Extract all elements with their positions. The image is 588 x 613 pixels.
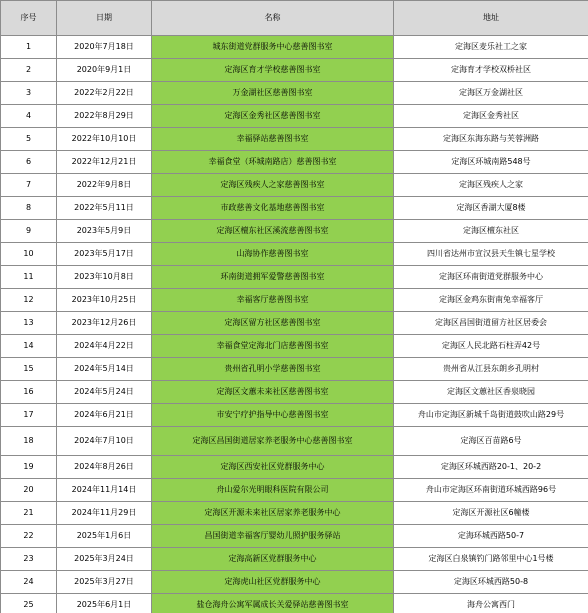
cell-address[interactable]: 四川省达州市宣汉县天生镇七星学校 xyxy=(394,243,588,266)
table-row xyxy=(1,105,588,128)
cell-name[interactable]: 幸福客厅慈善图书室 xyxy=(152,289,394,312)
cell-address[interactable]: 定海育才学校双桥社区 xyxy=(394,59,588,82)
table-row xyxy=(1,197,588,220)
cell-name[interactable]: 幸福食堂（环城南路店）慈善图书室 xyxy=(152,151,394,174)
header-row xyxy=(1,1,588,36)
cell-date[interactable]: 2024年11月29日 xyxy=(57,502,152,525)
table-row xyxy=(1,548,588,571)
table-body xyxy=(1,36,588,613)
cell-seq[interactable]: 3 xyxy=(1,82,57,105)
cell-date[interactable]: 2025年6月1日 xyxy=(57,594,152,613)
cell-name[interactable]: 幸福驿站慈善图书室 xyxy=(152,128,394,151)
cell-seq[interactable]: 15 xyxy=(1,358,57,381)
cell-name[interactable]: 盐仓海舟公寓军属成长关爱驿站慈善图书室 xyxy=(152,594,394,613)
cell-seq[interactable]: 5 xyxy=(1,128,57,151)
cell-name[interactable]: 定海区金秀社区慈善图书室 xyxy=(152,105,394,128)
cell-date[interactable]: 2023年5月9日 xyxy=(57,220,152,243)
cell-date[interactable]: 2025年1月6日 xyxy=(57,525,152,548)
cell-name[interactable]: 昌国街道幸福客厅婴幼儿照护服务驿站 xyxy=(152,525,394,548)
table-row xyxy=(1,82,588,105)
cell-date[interactable]: 2024年6月21日 xyxy=(57,404,152,427)
cell-name[interactable]: 城东街道党群服务中心慈善图书室 xyxy=(152,36,394,59)
header-seq[interactable]: 序号 xyxy=(1,1,57,36)
table-row xyxy=(1,128,588,151)
cell-date[interactable]: 2024年5月24日 xyxy=(57,381,152,404)
cell-address[interactable]: 定海区白泉镇钓门路邻里中心1号楼 xyxy=(394,548,588,571)
cell-address[interactable]: 舟山市定海区新城千岛街道鼓吹山路29号 xyxy=(394,404,588,427)
cell-name[interactable]: 定海区文蕙未来社区慈善图书室 xyxy=(152,381,394,404)
cell-seq[interactable]: 9 xyxy=(1,220,57,243)
cell-seq[interactable]: 16 xyxy=(1,381,57,404)
cell-address[interactable]: 定海区环城西路20-1、20-2 xyxy=(394,456,588,479)
cell-seq[interactable]: 4 xyxy=(1,105,57,128)
cell-seq[interactable]: 14 xyxy=(1,335,57,358)
cell-seq[interactable]: 7 xyxy=(1,174,57,197)
cell-address[interactable]: 定海区檀东社区 xyxy=(394,220,588,243)
cell-date[interactable]: 2022年12月21日 xyxy=(57,151,152,174)
cell-seq[interactable]: 11 xyxy=(1,266,57,289)
cell-address[interactable]: 舟山市定海区环南街道环城西路96号 xyxy=(394,479,588,502)
cell-date[interactable]: 2023年5月17日 xyxy=(57,243,152,266)
table-row xyxy=(1,335,588,358)
cell-address[interactable]: 定海区人民北路石柱弄42号 xyxy=(394,335,588,358)
cell-date[interactable]: 2020年7月18日 xyxy=(57,36,152,59)
cell-seq[interactable]: 18 xyxy=(1,427,57,456)
table-row xyxy=(1,479,588,502)
cell-seq[interactable]: 2 xyxy=(1,59,57,82)
table-row xyxy=(1,59,588,82)
cell-address[interactable]: 定海区环城西路50-8 xyxy=(394,571,588,594)
cell-seq[interactable]: 24 xyxy=(1,571,57,594)
table-row xyxy=(1,594,588,613)
cell-date[interactable]: 2023年12月26日 xyxy=(57,312,152,335)
table-row xyxy=(1,456,588,479)
cell-seq[interactable]: 10 xyxy=(1,243,57,266)
cell-name[interactable]: 山海协作慈善图书室 xyxy=(152,243,394,266)
cell-date[interactable]: 2022年10月10日 xyxy=(57,128,152,151)
cell-address[interactable]: 定海区香湖大厦8楼 xyxy=(394,197,588,220)
header-date[interactable]: 日期 xyxy=(57,1,152,36)
cell-seq[interactable]: 22 xyxy=(1,525,57,548)
cell-date[interactable]: 2022年5月11日 xyxy=(57,197,152,220)
cell-seq[interactable]: 12 xyxy=(1,289,57,312)
cell-date[interactable]: 2020年9月1日 xyxy=(57,59,152,82)
table-row xyxy=(1,243,588,266)
cell-name[interactable]: 市政慈善文化基地慈善图书室 xyxy=(152,197,394,220)
cell-seq[interactable]: 8 xyxy=(1,197,57,220)
cell-address[interactable]: 海舟公寓西门 xyxy=(394,594,588,613)
cell-date[interactable]: 2022年9月8日 xyxy=(57,174,152,197)
cell-name[interactable]: 幸福食堂定海北门店慈善图书室 xyxy=(152,335,394,358)
cell-seq[interactable]: 13 xyxy=(1,312,57,335)
header-name[interactable]: 名称 xyxy=(152,1,394,36)
cell-date[interactable]: 2024年5月14日 xyxy=(57,358,152,381)
cell-name[interactable]: 万金湖社区慈善图书室 xyxy=(152,82,394,105)
cell-name[interactable]: 定海区育才学校慈善图书室 xyxy=(152,59,394,82)
cell-date[interactable]: 2024年7月10日 xyxy=(57,427,152,456)
cell-address[interactable]: 定海区残疾人之家 xyxy=(394,174,588,197)
cell-name[interactable]: 定海区西安社区党群服务中心 xyxy=(152,456,394,479)
cell-address[interactable]: 定海区麦乐社工之家 xyxy=(394,36,588,59)
cell-name[interactable]: 定海高新区党群服务中心 xyxy=(152,548,394,571)
cell-name[interactable]: 环南街道拥军爱警慈善图书室 xyxy=(152,266,394,289)
cell-address[interactable]: 定海区昌国街道留方社区居委会 xyxy=(394,312,588,335)
table-row xyxy=(1,151,588,174)
cell-date[interactable]: 2025年3月24日 xyxy=(57,548,152,571)
cell-name[interactable]: 贵州省孔明小学慈善图书室 xyxy=(152,358,394,381)
cell-address[interactable]: 定海区环城南路548号 xyxy=(394,151,588,174)
cell-name[interactable]: 定海区残疾人之家慈善图书室 xyxy=(152,174,394,197)
table-row xyxy=(1,427,588,456)
cell-address[interactable]: 定海区金鸡东街南兔幸福客厅 xyxy=(394,289,588,312)
cell-seq[interactable]: 23 xyxy=(1,548,57,571)
cell-name[interactable]: 定海虎山社区党群服务中心 xyxy=(152,571,394,594)
cell-date[interactable]: 2023年10月8日 xyxy=(57,266,152,289)
table-row xyxy=(1,174,588,197)
cell-seq[interactable]: 6 xyxy=(1,151,57,174)
header-address[interactable]: 地址 xyxy=(394,1,588,36)
cell-address[interactable]: 贵州省从江县东朗乡孔明村 xyxy=(394,358,588,381)
cell-name[interactable]: 定海区留方社区慈善图书室 xyxy=(152,312,394,335)
cell-date[interactable]: 2022年2月22日 xyxy=(57,82,152,105)
cell-seq[interactable]: 21 xyxy=(1,502,57,525)
cell-date[interactable]: 2022年8月29日 xyxy=(57,105,152,128)
cell-address[interactable]: 定海区百苗路6号 xyxy=(394,427,588,456)
table-row xyxy=(1,312,588,335)
cell-name[interactable]: 定海区檀东社区溪流慈善图书室 xyxy=(152,220,394,243)
table-row xyxy=(1,502,588,525)
table-row xyxy=(1,381,588,404)
cell-date[interactable]: 2024年4月22日 xyxy=(57,335,152,358)
cell-seq[interactable]: 20 xyxy=(1,479,57,502)
table-row xyxy=(1,36,588,59)
cell-address[interactable]: 定海区金秀社区 xyxy=(394,105,588,128)
cell-name[interactable]: 定海区昌国街道居家养老服务中心慈善图书室 xyxy=(152,427,394,456)
table-row xyxy=(1,525,588,548)
table-row xyxy=(1,289,588,312)
cell-date[interactable]: 2024年8月26日 xyxy=(57,456,152,479)
table-header xyxy=(1,1,588,36)
table-row xyxy=(1,220,588,243)
cell-seq[interactable]: 25 xyxy=(1,594,57,613)
cell-seq[interactable]: 1 xyxy=(1,36,57,59)
cell-address[interactable]: 定海环城西路50-7 xyxy=(394,525,588,548)
cell-address[interactable]: 定海区环南街道党群服务中心 xyxy=(394,266,588,289)
cell-seq[interactable]: 19 xyxy=(1,456,57,479)
table-row xyxy=(1,266,588,289)
table-row xyxy=(1,404,588,427)
cell-address[interactable]: 定海区开源社区6幢楼 xyxy=(394,502,588,525)
cell-date[interactable]: 2024年11月14日 xyxy=(57,479,152,502)
cell-address[interactable]: 定海区文蕙社区香泉晓园 xyxy=(394,381,588,404)
cell-date[interactable]: 2025年3月27日 xyxy=(57,571,152,594)
cell-address[interactable]: 定海区万金湖社区 xyxy=(394,82,588,105)
table-row xyxy=(1,571,588,594)
cell-name[interactable]: 市安宁疗护指导中心慈善图书室 xyxy=(152,404,394,427)
table-row xyxy=(1,358,588,381)
cell-name[interactable]: 定海区开源未来社区居家养老服务中心 xyxy=(152,502,394,525)
cell-seq[interactable]: 17 xyxy=(1,404,57,427)
cell-date[interactable]: 2023年10月25日 xyxy=(57,289,152,312)
cell-name[interactable]: 舟山爱尔光明眼科医院有限公司 xyxy=(152,479,394,502)
cell-address[interactable]: 定海区东海东路与芙蓉洲路 xyxy=(394,128,588,151)
